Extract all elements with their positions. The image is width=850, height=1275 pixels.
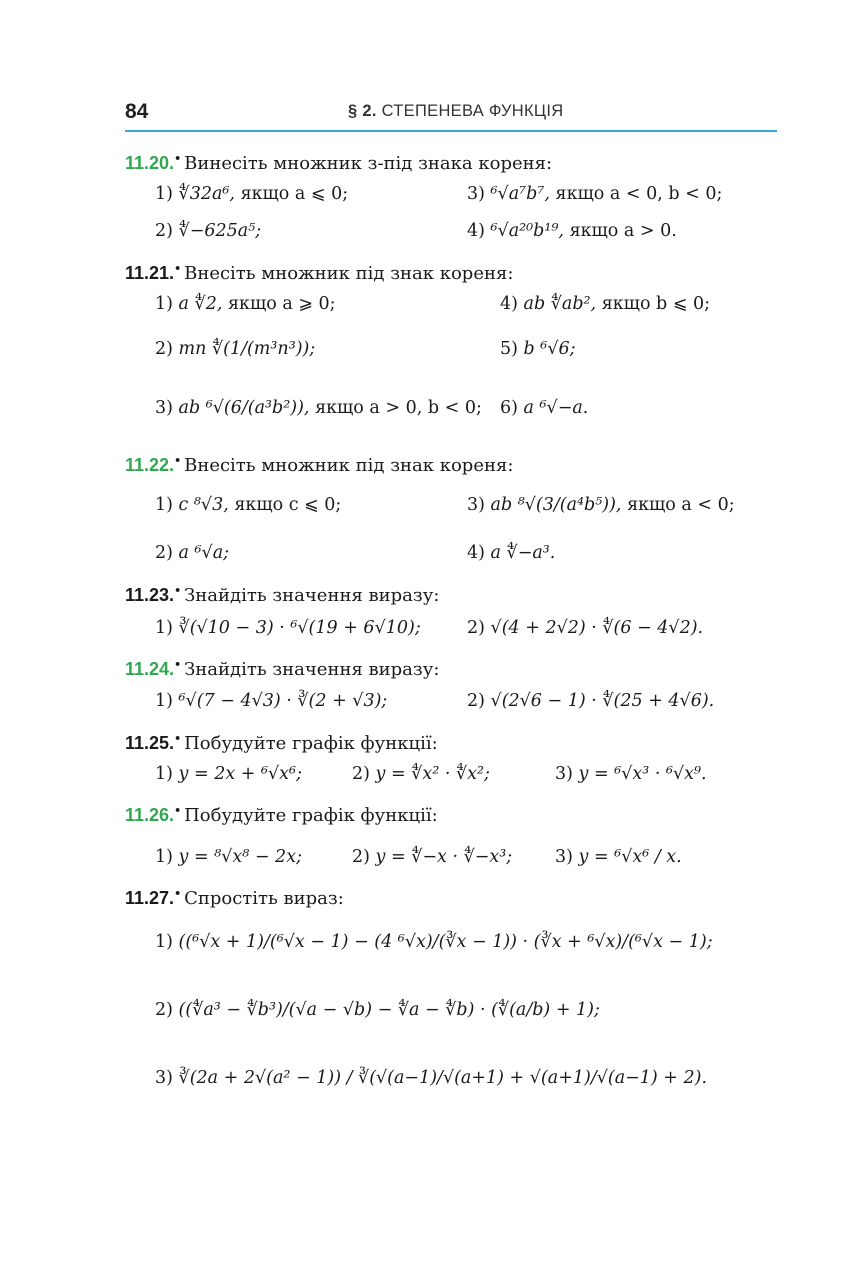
exercise-header <box>125 804 438 826</box>
exercise-item: 1) y = 2x + ⁶√x⁶; <box>155 764 302 784</box>
math-expression: y = 2x + ⁶√x⁶; <box>178 764 302 784</box>
difficulty-dot-icon: • <box>174 584 182 597</box>
exercise-item: 4) ⁶√a²⁰b¹⁹, якщо a > 0. <box>467 221 677 241</box>
exercise-instruction: Побудуйте графік функції: <box>184 733 438 754</box>
math-expression: mn ∜(1/(m³n³)); <box>178 339 316 359</box>
exercise-item: 2) mn ∜(1/(m³n³)); <box>155 339 316 359</box>
condition: якщо a < 0; <box>627 495 735 515</box>
math-expression: a ∜2, <box>178 294 223 314</box>
exercise-item: 4) a ∜−a³. <box>467 543 556 563</box>
math-expression: ab ⁸√(3/(a⁴b⁵)), <box>490 495 622 515</box>
exercise-instruction: Винесіть множник з-під знака кореня: <box>184 153 553 174</box>
exercise-item: 3) y = ⁶√x³ · ⁶√x⁹. <box>555 764 707 784</box>
math-expression: y = ∜−x · ∜−x³; <box>375 847 513 867</box>
exercise-item: 3) ⁶√a⁷b⁷, якщо a < 0, b < 0; <box>467 184 723 204</box>
exercise-number: 11.27. <box>125 888 175 908</box>
chapter-title <box>348 102 564 121</box>
difficulty-dot-icon: • <box>174 454 182 467</box>
exercise-item: 1) a ∜2, якщо a ⩾ 0; <box>155 294 336 314</box>
math-expression: a ⁶√−a. <box>523 398 589 418</box>
exercise-number: 11.21. <box>125 263 175 283</box>
condition: якщо b ⩽ 0; <box>601 294 711 314</box>
exercise-item: 1) c ⁸√3, якщо c ⩽ 0; <box>155 495 342 515</box>
exercise-item: 1) ((⁶√x + 1)/(⁶√x − 1) − (4 ⁶√x)/(∛x − 1)) · (∛x + ⁶√x)/(⁶√x − 1); <box>155 932 713 952</box>
exercise-item: 2) ∜−625a⁵; <box>155 221 262 241</box>
exercise-item: 6) a ⁶√−a. <box>500 398 589 418</box>
exercise-instruction: Побудуйте графік функції: <box>184 805 438 826</box>
exercise-number: 11.20. <box>125 153 175 173</box>
exercise-number: 11.25. <box>125 733 175 753</box>
math-expression: y = ⁶√x⁶ / x. <box>578 847 682 867</box>
difficulty-dot-icon: • <box>174 887 182 900</box>
condition: якщо a ⩾ 0; <box>227 294 336 314</box>
exercise-header <box>125 454 513 476</box>
math-expression: y = ∜x² · ∜x²; <box>375 764 490 784</box>
section-mark: § 2. <box>348 102 377 120</box>
math-expression: y = ⁶√x³ · ⁶√x⁹. <box>578 764 707 784</box>
exercise-header <box>125 732 438 754</box>
math-expression: ((⁶√x + 1)/(⁶√x − 1) − (4 ⁶√x)/(∛x − 1)) · (∛x + ⁶√x)/(⁶√x − 1); <box>178 932 713 952</box>
exercise-header <box>125 658 439 680</box>
running-header <box>125 98 777 132</box>
math-expression: ab ⁶√(6/(a³b²)), <box>178 398 310 418</box>
exercise-item: 1) ∛(√10 − 3) · ⁶√(19 + 6√10); <box>155 618 421 638</box>
exercise-number: 11.26. <box>125 805 175 825</box>
exercise-instruction: Спростіть вираз: <box>184 888 344 909</box>
exercise-item: 2) ((∜a³ − ∜b³)/(√a − √b) − ∜a − ∜b) · (∜(a/b) + 1); <box>155 1000 600 1020</box>
exercise-item: 3) y = ⁶√x⁶ / x. <box>555 847 682 867</box>
difficulty-dot-icon: • <box>174 152 182 165</box>
math-expression: ∜−625a⁵; <box>178 221 262 241</box>
difficulty-dot-icon: • <box>174 804 182 817</box>
difficulty-dot-icon: • <box>174 732 182 745</box>
exercise-instruction: Внесіть множник під знак кореня: <box>184 263 514 284</box>
exercise-number: 11.24. <box>125 659 175 679</box>
exercise-instruction: Знайдіть значення виразу: <box>184 585 440 606</box>
math-expression: a ⁶√a; <box>178 543 230 563</box>
difficulty-dot-icon: • <box>174 658 182 671</box>
exercise-item: 4) ab ∜ab², якщо b ⩽ 0; <box>500 294 711 314</box>
condition: якщо a > 0, b < 0; <box>315 398 482 418</box>
exercise-number: 11.23. <box>125 585 175 605</box>
exercise-instruction: Внесіть множник під знак кореня: <box>184 455 514 476</box>
math-expression: √(2√6 − 1) · ∜(25 + 4√6). <box>490 691 715 711</box>
math-expression: ⁶√a⁷b⁷, <box>490 184 550 204</box>
exercise-item: 1) ∜32a⁶, якщо a ⩽ 0; <box>155 184 349 204</box>
math-expression: ∜32a⁶, <box>178 184 235 204</box>
difficulty-dot-icon: • <box>174 262 182 275</box>
math-expression: ((∜a³ − ∜b³)/(√a − √b) − ∜a − ∜b) · (∜(a/b) + 1); <box>178 1000 600 1020</box>
exercise-item: 2) y = ∜−x · ∜−x³; <box>352 847 513 867</box>
page-number: 84 <box>125 100 149 123</box>
condition: якщо a ⩽ 0; <box>240 184 349 204</box>
exercise-header <box>125 152 552 174</box>
exercise-item: 2) y = ∜x² · ∜x²; <box>352 764 490 784</box>
math-expression: ab ∜ab², <box>523 294 597 314</box>
math-expression: ∛(2a + 2√(a² − 1)) / ∛(√(a−1)/√(a+1) + √(a+1)/√(a−1) + 2). <box>178 1068 708 1088</box>
exercise-item: 5) b ⁶√6; <box>500 339 576 359</box>
exercise-item: 1) ⁶√(7 − 4√3) · ∛(2 + √3); <box>155 691 388 711</box>
exercise-item: 2) √(4 + 2√2) · ∜(6 − 4√2). <box>467 618 704 638</box>
math-expression: √(4 + 2√2) · ∜(6 − 4√2). <box>490 618 704 638</box>
condition: якщо c ⩽ 0; <box>234 495 342 515</box>
exercise-instruction: Знайдіть значення виразу: <box>184 659 440 680</box>
exercise-header <box>125 262 513 284</box>
exercise-item: 2) a ⁶√a; <box>155 543 230 563</box>
math-expression: ∛(√10 − 3) · ⁶√(19 + 6√10); <box>178 618 421 638</box>
exercise-item: 3) ∛(2a + 2√(a² − 1)) / ∛(√(a−1)/√(a+1) + √(a+1)/√(a−1) + 2). <box>155 1068 708 1088</box>
math-expression: a ∜−a³. <box>490 543 556 563</box>
condition: якщо a > 0. <box>569 221 677 241</box>
exercise-item: 2) √(2√6 − 1) · ∜(25 + 4√6). <box>467 691 715 711</box>
exercise-number: 11.22. <box>125 455 175 475</box>
exercise-header <box>125 887 344 909</box>
section-title: СТЕПЕНЕВА ФУНКЦІЯ <box>381 102 564 120</box>
math-expression: y = ⁸√x⁸ − 2x; <box>178 847 302 867</box>
exercise-item: 1) y = ⁸√x⁸ − 2x; <box>155 847 302 867</box>
condition: якщо a < 0, b < 0; <box>555 184 723 204</box>
math-expression: ⁶√(7 − 4√3) · ∛(2 + √3); <box>178 691 388 711</box>
exercise-item: 3) ab ⁸√(3/(a⁴b⁵)), якщо a < 0; <box>467 495 735 515</box>
exercise-header <box>125 584 439 606</box>
math-expression: c ⁸√3, <box>178 495 229 515</box>
math-expression: b ⁶√6; <box>523 339 576 359</box>
exercise-item: 3) ab ⁶√(6/(a³b²)), якщо a > 0, b < 0; <box>155 398 482 418</box>
math-expression: ⁶√a²⁰b¹⁹, <box>490 221 564 241</box>
